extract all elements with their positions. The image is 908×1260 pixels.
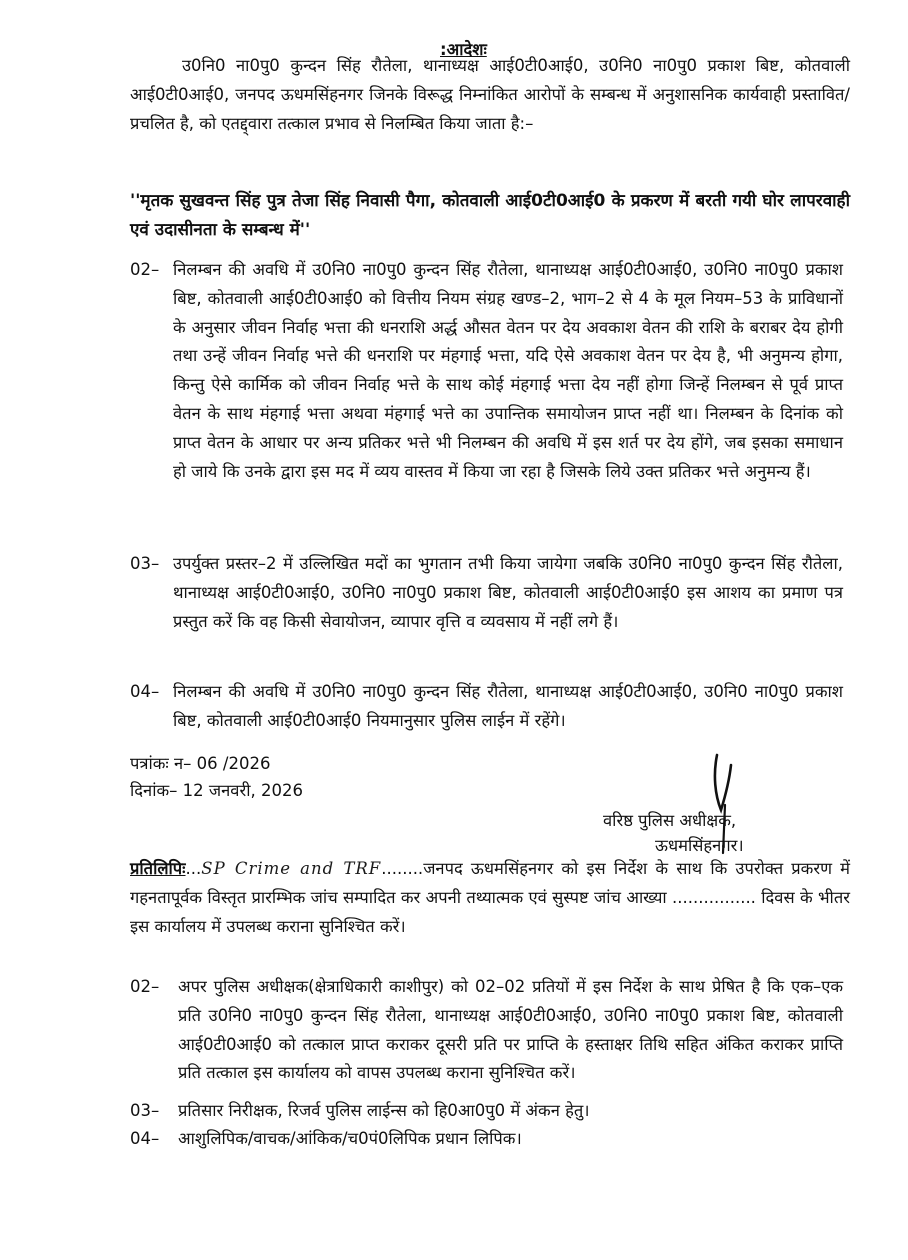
- copy-item-02-text: अपर पुलिस अधीक्षक(क्षेत्राधिकारी काशीपुर) को 02–02 प्रतियों में इस निर्देश के साथ प्रेषित है कि एक–एक प्रति उ0नि0 ना0पु0 कुन्दन सिंह रौतेला, थानाध्यक्ष आई0टी0आई0, उ0नि0 ना0पु0 प्रकाश बिष्ट, कोतवाली आई0टी0आई0 को तत्काल प्राप्त कराकर दूसरी प्रति पर प्राप्ति के हस्ताक्षर तिथि सहित अंकित कराकर प्राप्ति प्रति तत्काल इस कार्यालय को वापस उपलब्ध कराना सुनिश्चित करें।: [178, 977, 843, 1083]
- copy-item-04-text: आशुलिपिक/वाचक/आंकिक/च0पं0लिपिक प्रधान लिपिक।: [178, 1129, 522, 1148]
- para-02-text: निलम्बन की अवधि में उ0नि0 ना0पु0 कुन्दन सिंह रौतेला, थानाध्यक्ष आई0टी0आई0, उ0नि0 ना0पु0 प्रकाश बिष्ट, कोतवाली आई0टी0आई0 को वित्तीय नियम संग्रह खण्ड–2, भाग–2 से 4 के मूल नियम–53 के प्राविधानों के अनुसार जीवन निर्वाह भत्ता की धनराशि अर्द्ध औसत वेतन पर देय अवकाश वेतन की राशि के बराबर देय होगी तथा उन्हें जीवन निर्वाह भत्ते की धनराशि पर मंहगाई भत्ता, यदि ऐसे अवकाश वेतन पर देय है, भी अनुमन्य होगा, किन्तु ऐसे कार्मिक को जीवन निर्वाह भत्ते के साथ कोई मंहगाई भत्ता देय नहीं होगा जिन्हें निलम्बन से पूर्व प्राप्त वेतन के साथ मंहगाई भत्ता अथवा मंहगाई भत्ते का उपान्तिक समायोजन प्राप्त नहीं था। निलम्बन के दिनांक को प्राप्त वेतन के आधार पर अन्य प्रतिकर भत्ते भी निलम्बन की अवधि में इस शर्त पर देय होंगे, जब इसका समाधान हो जाये कि उनके द्वारा इस मद में व्यय वास्तव में किया जा रहा है जिसके लिये उक्त प्रतिकर भत्ते अनुमन्य हैं।: [173, 260, 843, 481]
- copy-item-number: 04–: [130, 1129, 160, 1148]
- copy-dots: ...: [185, 859, 202, 878]
- copy-item-number: 02–: [130, 977, 160, 996]
- para-number: 03–: [130, 554, 160, 573]
- para-03-text: उपर्युक्त प्रस्तर–2 में उल्लिखित मदों का भुगतान तभी किया जायेगा जबकि उ0नि0 ना0पु0 कुन्दन सिंह रौतेला, थानाध्यक्ष आई0टी0आई0, उ0नि0 ना0पु0 प्रकाश बिष्ट, कोतवाली आई0टी0आई0 इस आशय का प्रमाण पत्र प्रस्तुत करें कि वह किसी सेवायोजन, व्यापार वृत्ति व व्यवसाय में नहीं लगे हैं।: [173, 554, 843, 631]
- copy-paragraph: [130, 855, 850, 941]
- signatory-title: वरिष्ठ पुलिस अधीक्षक,: [603, 811, 737, 830]
- para-number: 04–: [130, 682, 160, 701]
- charge-statement: ''मृतक सुखवन्त सिंह पुत्र तेजा सिंह निवासी पैगा, कोतवाली आई0टी0आई0 के प्रकरण में बरती गयी घोर लापरवाही एवं उदासीनता के सम्बन्ध में'': [130, 191, 850, 240]
- letter-number: पत्रांकः न– 06 /2026: [130, 754, 271, 773]
- copy-dots: ........: [381, 859, 424, 878]
- signatory-place: ऊधमसिंहनगर।: [655, 836, 744, 855]
- para-04-text: निलम्बन की अवधि में उ0नि0 ना0पु0 कुन्दन सिंह रौतेला, थानाध्यक्ष आई0टी0आई0, उ0नि0 ना0पु0 प्रकाश बिष्ट, कोतवाली आई0टी0आई0 नियमानुसार पुलिस लाईन में रहेंगे।: [173, 682, 843, 730]
- copy-recipient-handwritten: SP Crime and TRF: [201, 859, 382, 878]
- para-number: 02–: [130, 260, 160, 279]
- intro-paragraph: उ0नि0 ना0पु0 कुन्दन सिंह रौतेला, थानाध्यक्ष आई0टी0आई0, उ0नि0 ना0पु0 प्रकाश बिष्ट, कोतवाली आई0टी0आई0, जनपद ऊधमसिंहनगर जिनके विरूद्ध निम्नांकित आरोपों के सम्बन्ध में अनुशासनिक कार्यवाही प्रस्तावित/प्रचलित है, को एतद्द्वारा तत्काल प्रभाव से निलम्बित किया जाता है:–: [130, 56, 850, 133]
- copy-text: जनपद ऊधमसिंहनगर को इस निर्देश के साथ कि उपरोक्त प्रकरण में गहनतापूर्वक विस्तृत प्रारम्भिक जांच सम्पादित कर अपनी तथ्यात्मक एवं सुस्पष्ट जांच आख्या ................ दिवस के भीतर इस कार्यालय में उपलब्ध कराना सुनिश्चित करें।: [130, 859, 851, 936]
- copy-item-03-text: प्रतिसार निरीक्षक, रिजर्व पुलिस लाईन्स को हि0आ0पु0 में अंकन हेतु।: [178, 1101, 590, 1120]
- copy-item-number: 03–: [130, 1101, 160, 1120]
- letter-date: दिनांक– 12 जनवरी, 2026: [130, 781, 303, 800]
- order-heading: :आदेशः: [440, 40, 487, 59]
- copy-label: प्रतिलिपिः: [130, 859, 186, 878]
